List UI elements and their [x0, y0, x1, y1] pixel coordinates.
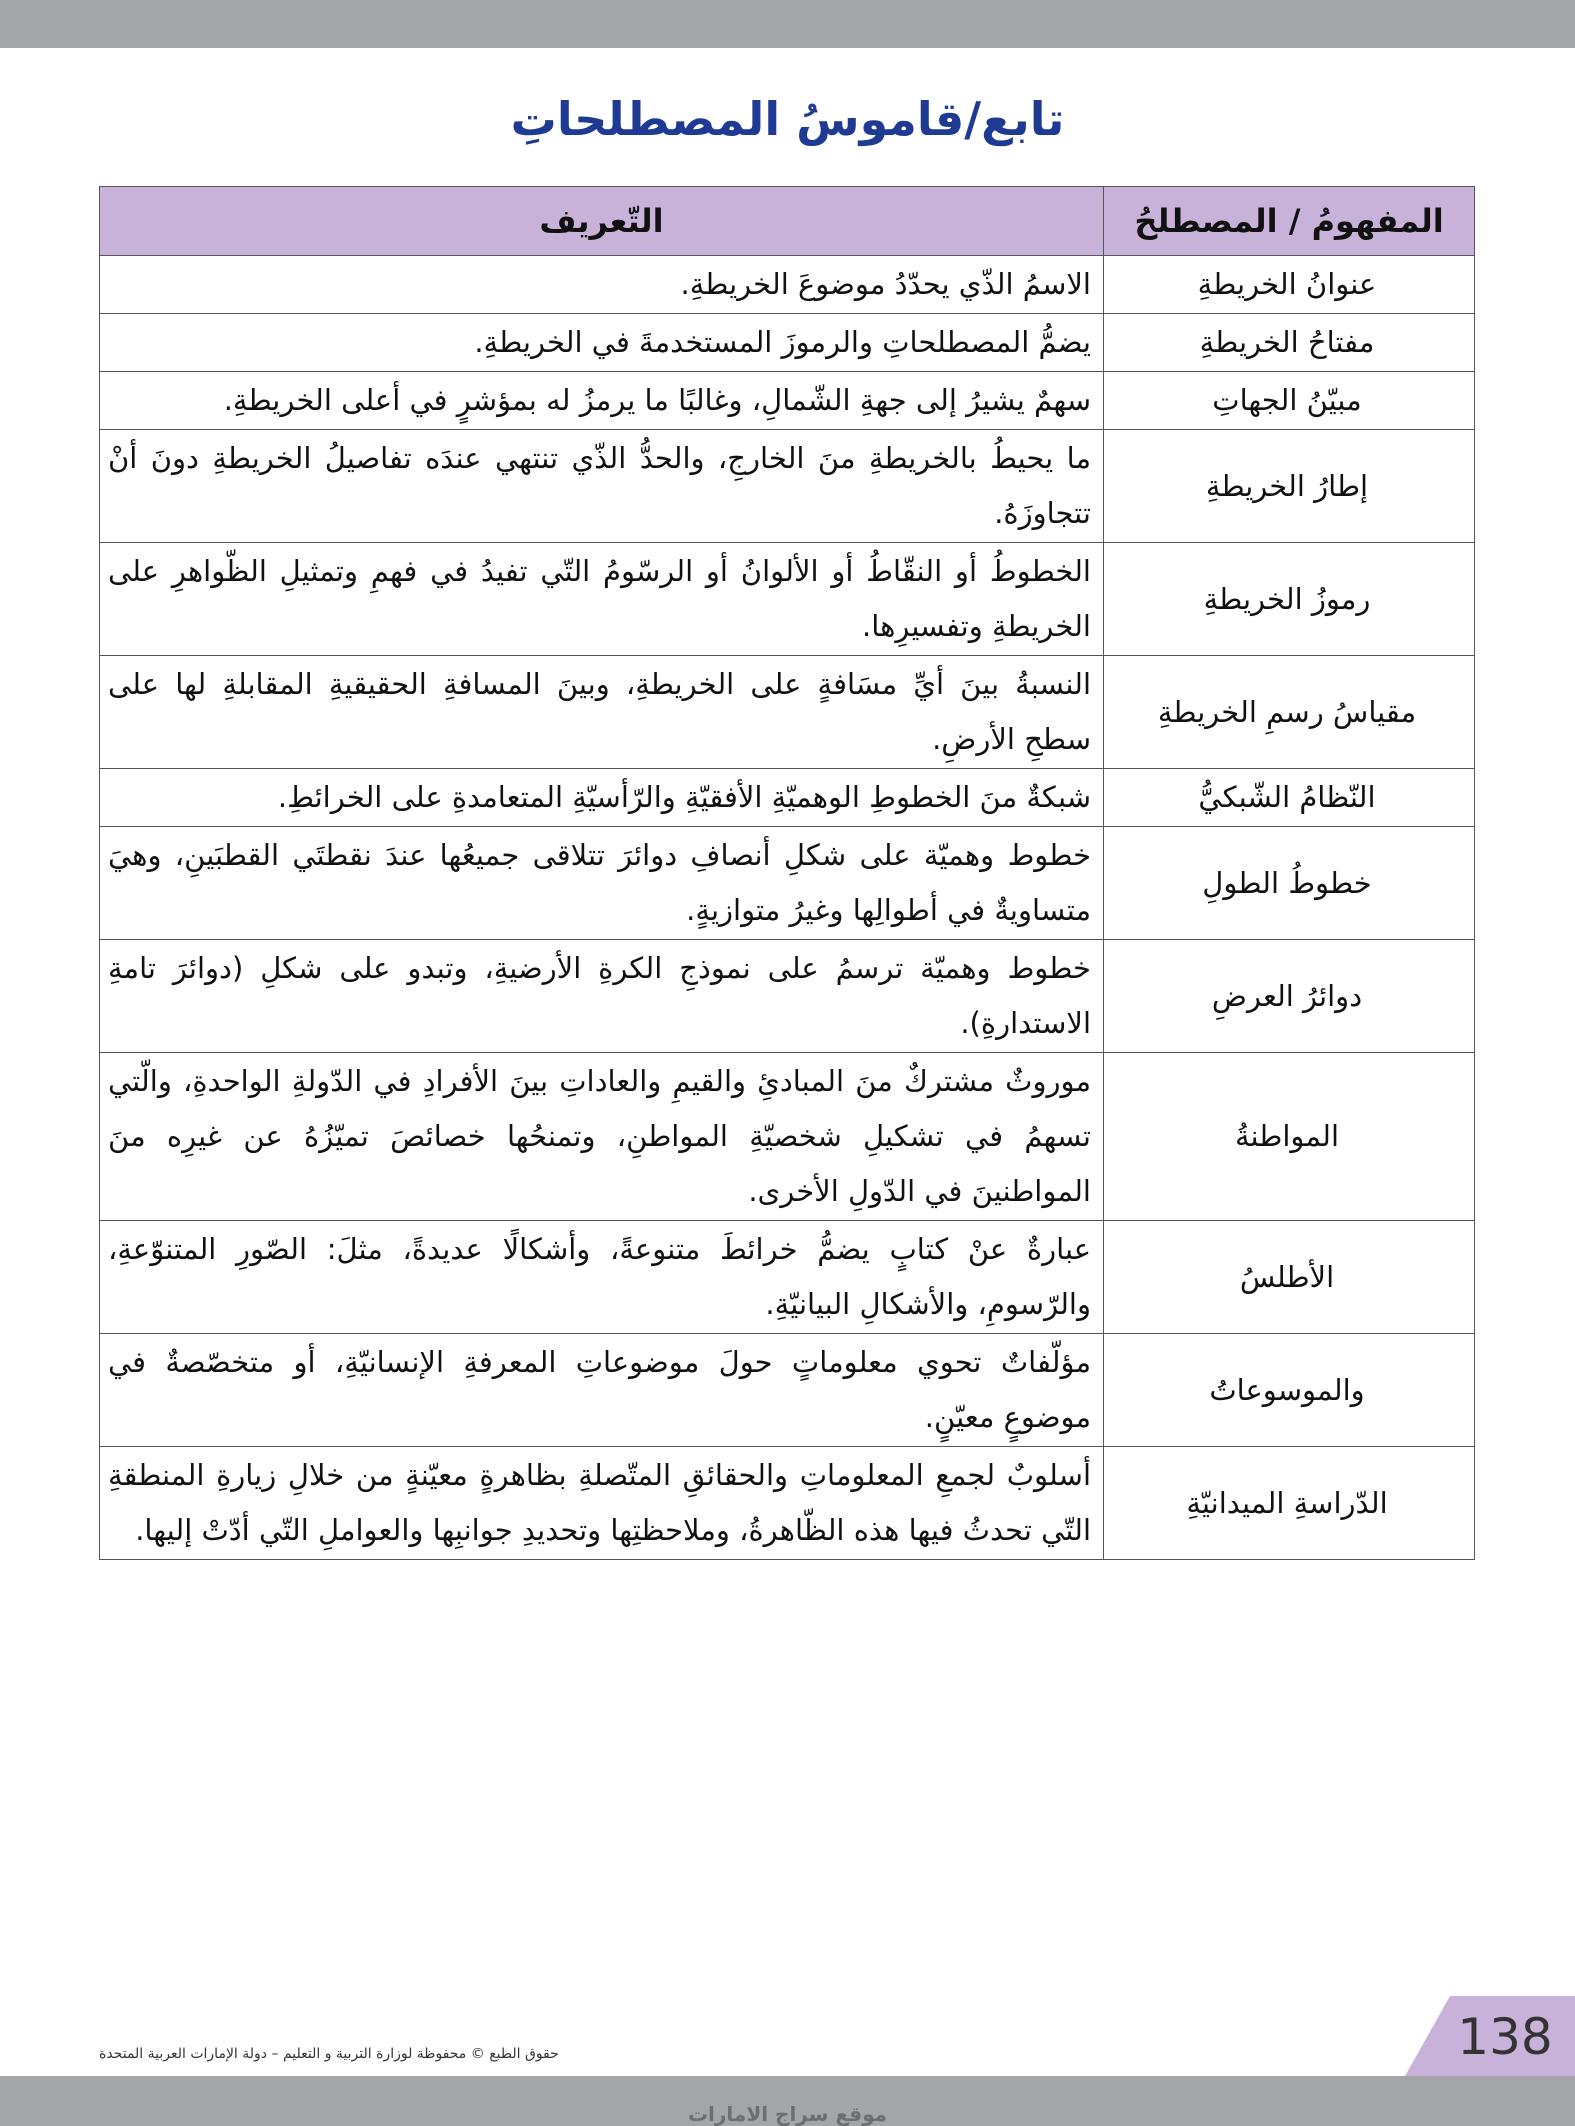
term-cell: الأطلسُ [1104, 1221, 1475, 1334]
table-row [100, 940, 1475, 1053]
definition-cell: سهمٌ يشيرُ إلى جهةِ الشّمالِ، وغالبًا ما يرمزُ له بمؤشرٍ في أعلى الخريطةِ. [100, 372, 1104, 430]
definition-cell: الاسمُ الذّي يحدّدُ موضوعَ الخريطةِ. [100, 256, 1104, 314]
table-row [100, 1334, 1475, 1447]
definition-cell: خطوط وهميّة على شكلِ أنصافِ دوائرَ تتلاقى جميعُها عندَ نقطتَي القطبَينِ، وهيَ متساويةٌ في أطوالِها وغيرُ متوازيةٍ. [100, 827, 1104, 940]
table-header-row [100, 187, 1475, 256]
term-cell: مبيّنُ الجهاتِ [1104, 372, 1475, 430]
table-row [100, 1221, 1475, 1334]
table-row [100, 827, 1475, 940]
table-row [100, 430, 1475, 543]
table-row [100, 372, 1475, 430]
copyright-notice: حقوق الطبع © محفوظة لوزارة التربية و التعليم – دولة الإمارات العربية المتحدة [99, 2046, 559, 2062]
term-cell: إطارُ الخريطةِ [1104, 430, 1475, 543]
definition-cell: أسلوبٌ لجمعِ المعلوماتِ والحقائقِ المتّصلةِ بظاهرةٍ معيّنةٍ من خلالِ زيارةِ المنطقةِ التّي تحدثُ فيها هذه الظّاهرةُ، وملاحظتِها وتحديدِ جوانبِها والعواملِ التّي أدّتْ إليها. [100, 1447, 1104, 1560]
definition-cell: خطوط وهميّة ترسمُ على نموذجِ الكرةِ الأرضيةِ، وتبدو على شكلِ (دوائرَ تامةِ الاستدارةِ). [100, 940, 1104, 1053]
table-row [100, 256, 1475, 314]
table-row [100, 1447, 1475, 1560]
table-row [100, 543, 1475, 656]
definition-cell: موروثٌ مشتركٌ منَ المبادئِ والقيمِ والعاداتِ بينَ الأفرادِ في الدّولةِ الواحدةِ، والّتي تسهمُ في تشكيلِ شخصيّةِ المواطنِ، وتمنحُها خصائصَ تميّزُهُ عن غيرِه منَ المواطنينَ في الدّولِ الأخرى. [100, 1053, 1104, 1221]
term-cell: المواطنةُ [1104, 1053, 1475, 1221]
definition-cell: شبكةٌ منَ الخطوطِ الوهميّةِ الأفقيّةِ والرّأسيّةِ المتعامدةِ على الخرائطِ. [100, 769, 1104, 827]
term-cell: خطوطُ الطولِ [1104, 827, 1475, 940]
definition-cell: الخطوطُ أو النقّاطُ أو الألوانُ أو الرسّومُ التّي تفيدُ في فهمِ وتمثيلِ الظّواهرِ على الخريطةِ وتفسيرِها. [100, 543, 1104, 656]
glossary-table [99, 186, 1475, 1560]
term-cell: عنوانُ الخريطةِ [1104, 256, 1475, 314]
table-row [100, 1053, 1475, 1221]
term-cell: رموزُ الخريطةِ [1104, 543, 1475, 656]
site-credit: موقع سراج الامارات [687, 2102, 888, 2126]
page-number: 138 [1457, 2008, 1553, 2066]
definition-column-header: التّعريف [100, 187, 1104, 256]
term-cell: النّظامُ الشّبكيُّ [1104, 769, 1475, 827]
table-row [100, 314, 1475, 372]
definition-cell: مؤلّفاتٌ تحوي معلوماتٍ حولَ موضوعاتِ المعرفةِ الإنسانيّةِ، أو متخصّصةٌ في موضوعٍ معيّنٍ. [100, 1334, 1104, 1447]
term-cell: مقياسُ رسمِ الخريطةِ [1104, 656, 1475, 769]
term-column-header: المفهومُ / المصطلحُ [1104, 187, 1475, 256]
table-row [100, 656, 1475, 769]
definition-cell: ما يحيطُ بالخريطةِ منَ الخارجِ، والحدُّ الذّي تنتهي عندَه تفاصيلُ الخريطةِ دونَ أنْ تتجاوزَهُ. [100, 430, 1104, 543]
definition-cell: عبارةٌ عنْ كتابٍ يضمُّ خرائطَ متنوعةً، وأشكالًا عديدةً، مثلَ: الصّورِ المتنوّعةِ، والرّسومِ، والأشكالِ البيانيّةِ. [100, 1221, 1104, 1334]
term-cell: مفتاحُ الخريطةِ [1104, 314, 1475, 372]
table-row [100, 769, 1475, 827]
term-cell: الدّراسةِ الميدانيّةِ [1104, 1447, 1475, 1560]
top-gray-band [0, 0, 1575, 48]
term-cell: دوائرُ العرضِ [1104, 940, 1475, 1053]
term-cell: والموسوعاتُ [1104, 1334, 1475, 1447]
definition-cell: يضمُّ المصطلحاتِ والرموزَ المستخدمةَ في الخريطةِ. [100, 314, 1104, 372]
definition-cell: النسبةُ بينَ أيِّ مسَافةٍ على الخريطةِ، وبينَ المسافةِ الحقيقيةِ المقابلةِ لها على سطحِ الأرضِ. [100, 656, 1104, 769]
page-title: تابع/قاموسُ المصطلحاتِ [510, 92, 1065, 146]
